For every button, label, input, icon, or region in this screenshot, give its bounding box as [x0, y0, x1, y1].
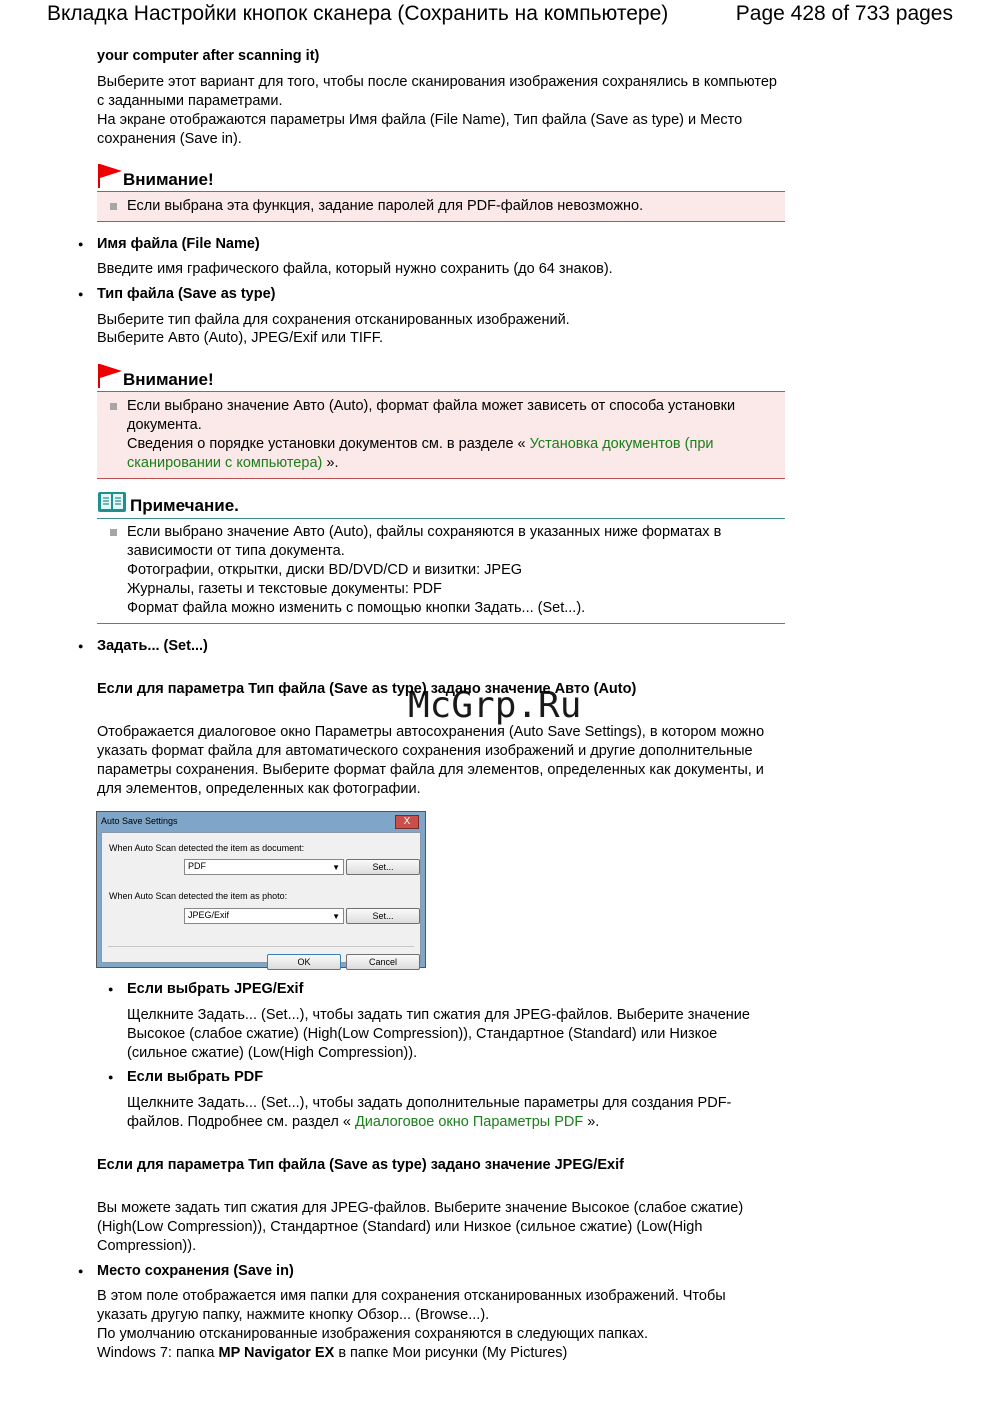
note-line-1: Если выбрано значение Авто (Auto), файлы сохраняются в указанных ниже форматах в зависимости от типа документа. [127, 524, 722, 559]
auto-save-settings-dialog [96, 811, 426, 968]
caution-item-2 [97, 397, 767, 473]
jpeg-heading-text: Вы можете задать тип сжатия для JPEG-файлов. Выберите значение Высокое (слабое сжатие) (High(Low Compression)), Стандартное (Standard) или Низкое (сильное сжатие) (Low(High Compression)). [97, 1200, 744, 1254]
watermark: McGrp.Ru [408, 685, 582, 726]
caution-header [97, 161, 785, 192]
photo-set-button[interactable]: Set... [346, 908, 420, 924]
caution-box [97, 192, 785, 222]
caution-flag-icon [97, 163, 123, 189]
dialog-title: Auto Save Settings [101, 816, 178, 826]
link-document-placement[interactable]: Установка документов (при сканировании с компьютера) [127, 436, 714, 471]
chevron-down-icon: ▼ [332, 863, 340, 872]
bullet-pdf: ● Если выбрать PDF [108, 1068, 263, 1087]
bullet-file-name: ● Имя файла (File Name) [78, 235, 260, 254]
save-in-line-3: Windows 7: папка MP Navigator EX в папке Мои рисунки (My Pictures) [97, 1345, 568, 1361]
photo-format-select[interactable]: JPEG/Exif ▼ [184, 908, 344, 924]
caution-2-line-2: Сведения о порядке установки документов см. в разделе « Установка документов (при сканировании с компьютера) ». [127, 436, 714, 471]
caution-2-line-1: Если выбрано значение Авто (Auto), формат файла может зависеть от способа установки документа. [127, 398, 736, 433]
caution-title: Внимание! [123, 170, 214, 189]
bullet-save-in: ● Место сохранения (Save in) [78, 1262, 294, 1281]
note-line-2: Фотографии, открытки, диски BD/DVD/CD и визитки: JPEG [127, 562, 523, 578]
list-square-icon [110, 529, 117, 536]
note-item [97, 523, 767, 618]
jpeg-text: Щелкните Задать... (Set...), чтобы задать тип сжатия для JPEG-файлов. Выберите значение Высокое (слабое сжатие) (High(Low Compression)), Стандартное (Standard) или Низкое (сильное сжатие) (Low(High Compression)). [127, 1007, 750, 1061]
note-line-3: Журналы, газеты и текстовые документы: PDF [127, 581, 442, 597]
photo-label: When Auto Scan detected the item as photo: [109, 891, 288, 901]
ok-button[interactable]: OK [267, 954, 341, 970]
note-box [97, 519, 785, 624]
link-pdf-settings[interactable]: Диалоговое окно Параметры PDF [354, 1114, 584, 1130]
note-header [97, 490, 785, 519]
chevron-down-icon: ▼ [332, 912, 340, 921]
note-title: Примечание. [130, 496, 239, 515]
bullet-jpeg: ● Если выбрать JPEG/Exif [108, 980, 303, 999]
dialog-body [101, 832, 421, 967]
caution-text: Если выбрана эта функция, задание паролей для PDF-файлов невозможно. [127, 198, 644, 214]
save-type-line-2: Выберите Авто (Auto), JPEG/Exif или TIFF. [97, 330, 384, 346]
document-set-button[interactable]: Set... [346, 859, 420, 875]
auto-text: Отображается диалоговое окно Параметры автосохранения (Auto Save Settings), в котором можно указать формат файла для автоматического сохранения изображений и другие дополнительные параметры сохранения. Выберите формат файла для элементов, определенных как документы, и для элементов, определенных как фотографии. [97, 724, 765, 797]
section-heading-tail: your computer after scanning it) [97, 48, 320, 64]
intro-paragraph-1: Выберите этот вариант для того, чтобы после сканирования изображения сохранялись в компьютер с заданными параметрами. [97, 74, 777, 109]
caution-title-2: Внимание! [123, 370, 214, 389]
pdf-text: Щелкните Задать... (Set...), чтобы задать дополнительные параметры для создания PDF-файлов. Подробнее см. раздел « Диалоговое окно Параметры PDF ». [127, 1095, 732, 1130]
file-name-text: Введите имя графического файла, который нужно сохранить (до 64 знаков). [97, 261, 613, 277]
note-book-icon [97, 490, 127, 514]
save-type-line-1: Выберите тип файла для сохранения отсканированных изображений. [97, 312, 570, 328]
dialog-divider [108, 946, 414, 947]
document-format-select[interactable]: PDF ▼ [184, 859, 344, 875]
close-button[interactable]: X [395, 815, 419, 829]
jpeg-heading: Если для параметра Тип файла (Save as type) задано значение JPEG/Exif [97, 1157, 624, 1173]
caution-header-2 [97, 361, 785, 392]
save-in-line-2: По умолчанию отсканированные изображения сохраняются в следующих папках. [97, 1326, 649, 1342]
list-square-icon [110, 403, 117, 410]
page-header-title: Вкладка Настройки кнопок сканера (Сохранить на компьютере) [47, 2, 669, 25]
note-line-4: Формат файла можно изменить с помощью кнопки Задать... (Set...). [127, 600, 586, 616]
save-in-line-1: В этом поле отображается имя папки для сохранения отсканированных изображений. Чтобы указать другую папку, нажмите кнопку Обзор... (Browse...). [97, 1288, 726, 1323]
cancel-button[interactable]: Cancel [346, 954, 420, 970]
bullet-save-type: ● Тип файла (Save as type) [78, 285, 276, 304]
mp-navigator-name: MP Navigator EX [218, 1345, 335, 1361]
caution-box-2 [97, 392, 785, 479]
caution-flag-icon [97, 363, 123, 389]
bullet-set: ● Задать... (Set...) [78, 637, 208, 656]
page-counter: Page 428 of 733 pages [735, 2, 953, 25]
list-square-icon [110, 203, 117, 210]
intro-paragraph-2: На экране отображаются параметры Имя файла (File Name), Тип файла (Save as type) и Место сохранения (Save in). [97, 112, 743, 147]
caution-item [97, 197, 785, 216]
auto-heading: Если для параметра Тип файла (Save as type) задано значение Авто (Auto) [97, 681, 637, 697]
document-label: When Auto Scan detected the item as document: [109, 843, 305, 853]
